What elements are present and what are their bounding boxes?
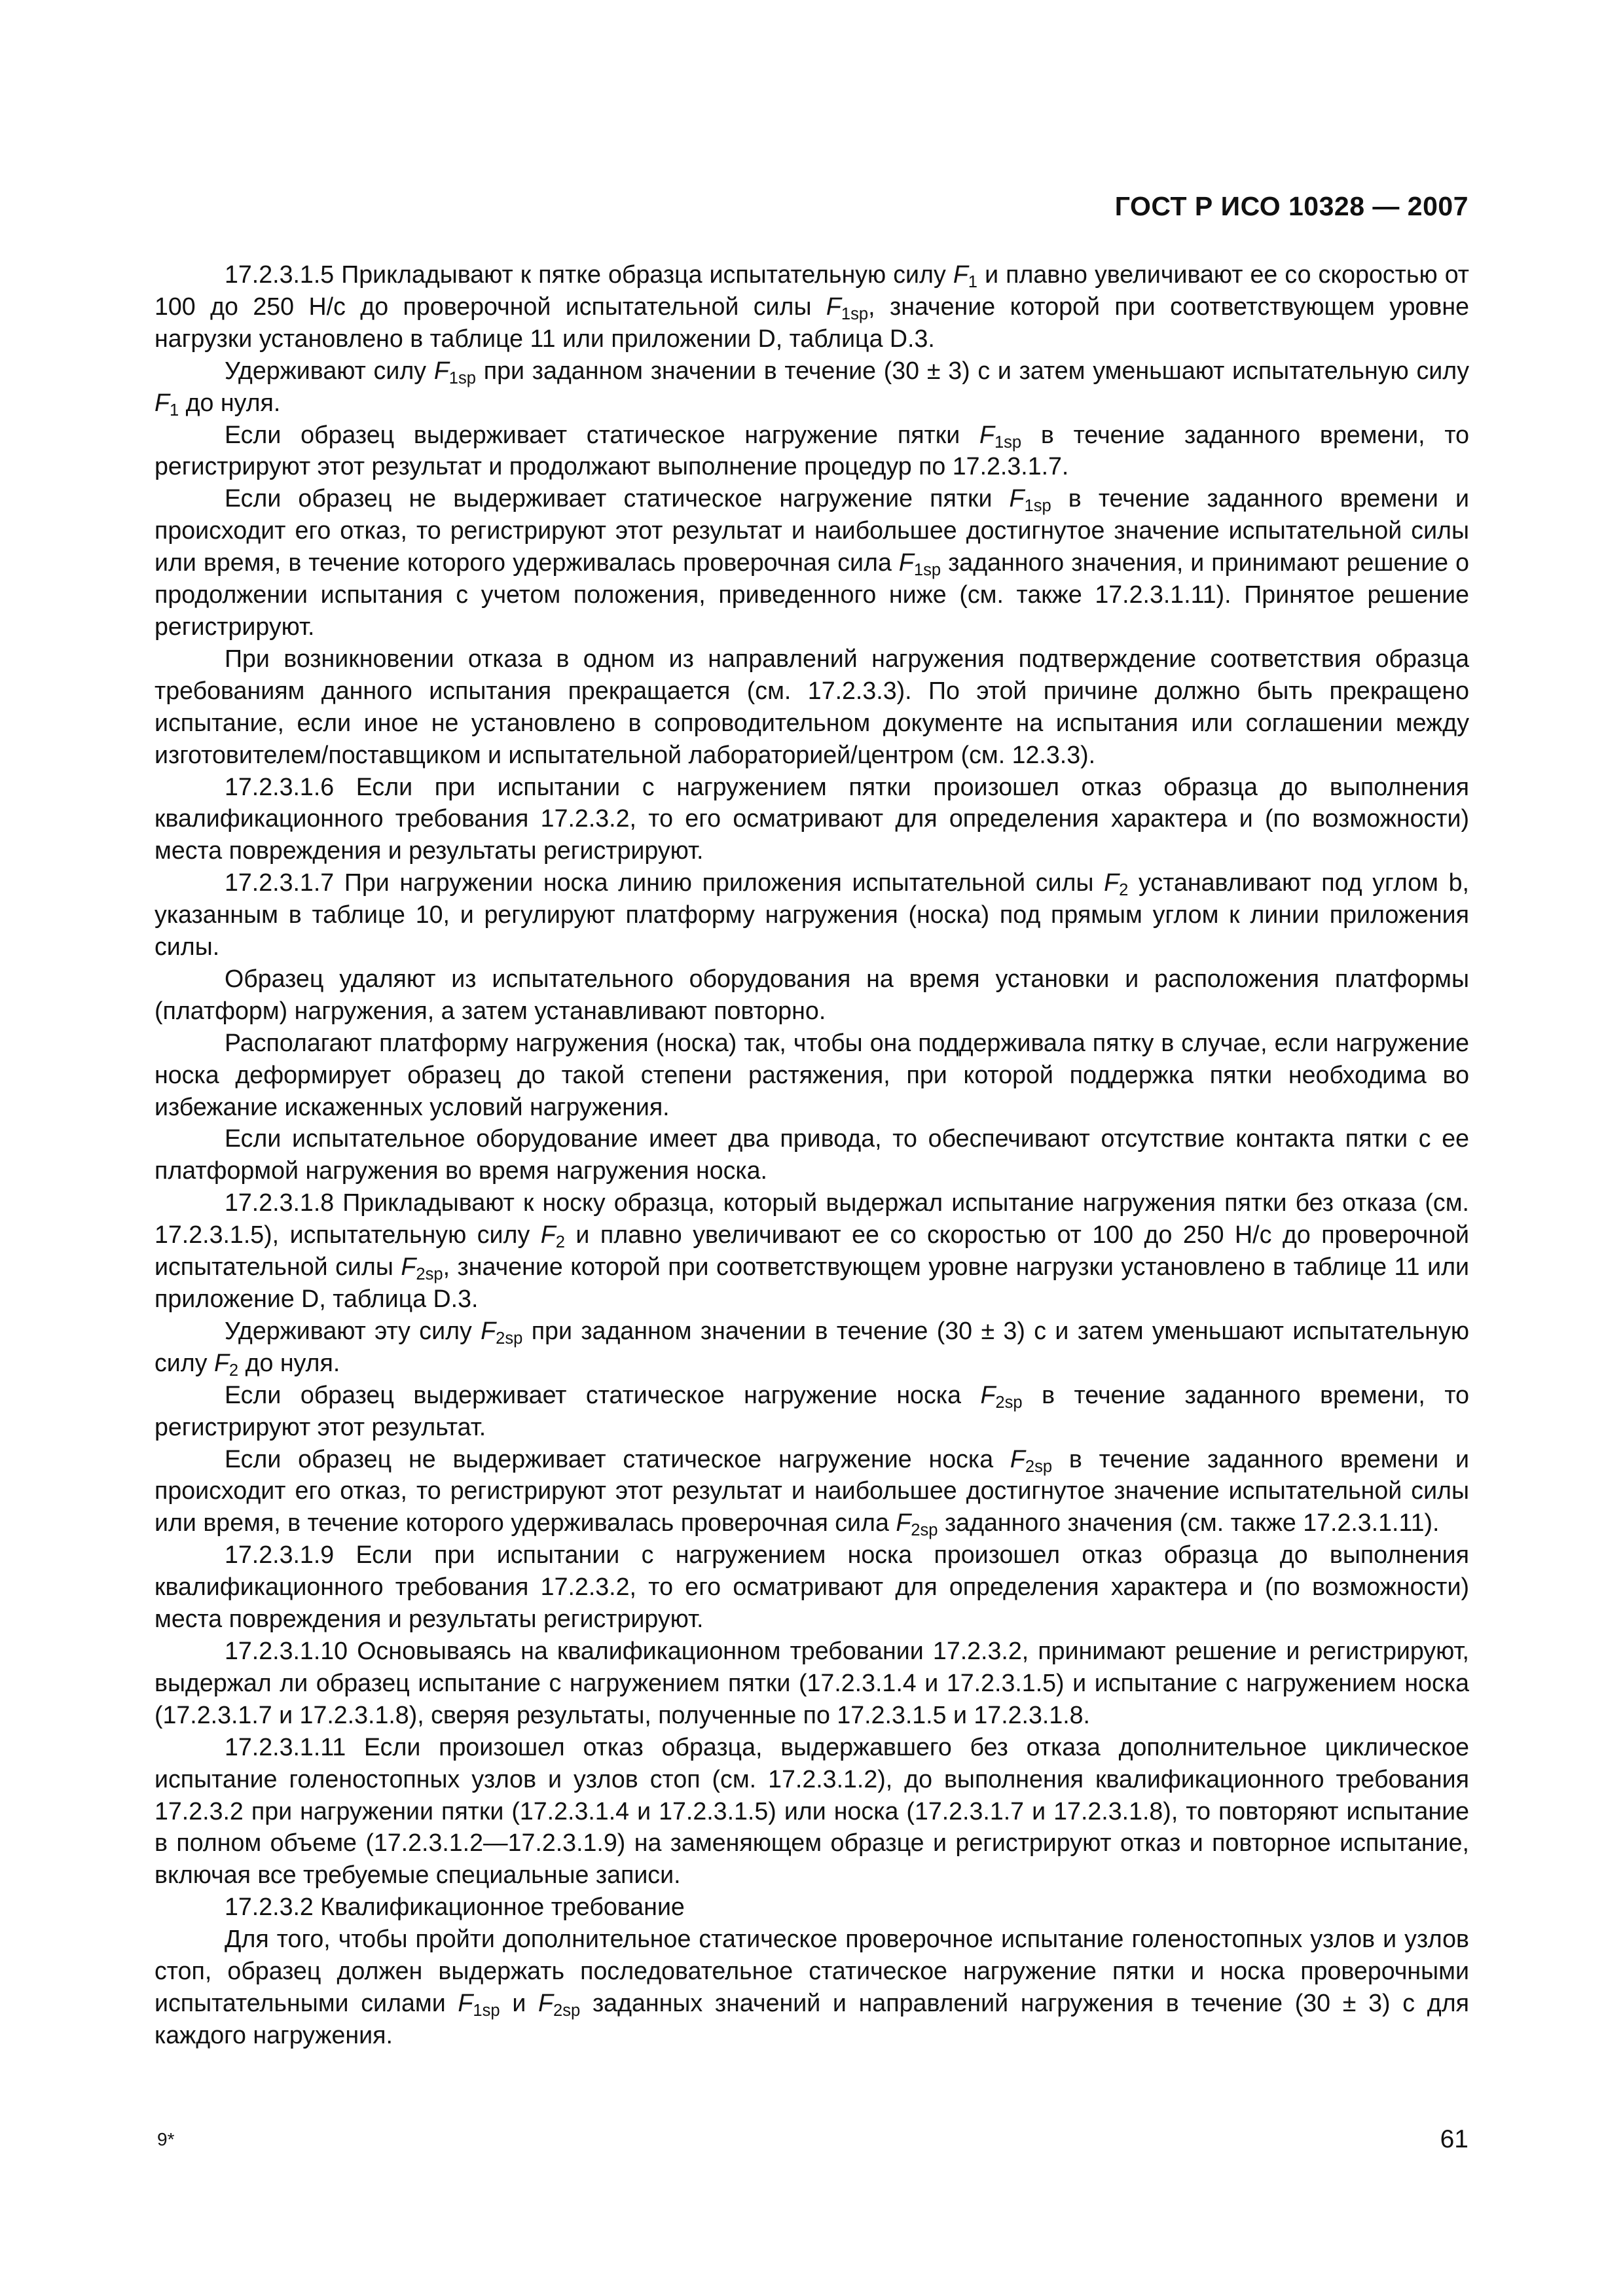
force-symbol: F [1010,1444,1025,1473]
paragraph [155,259,1469,355]
text-run: 17.2.3.2 Квалификационное требование [225,1893,685,1921]
force-subscript: 2 [1119,881,1129,900]
paragraph [155,1635,1469,1731]
force-subscript: 2 [555,1233,565,1252]
paragraph [155,355,1469,419]
text-run: заданного значения (см. также 17.2.3.1.11). [938,1509,1440,1537]
sheet-mark: 9* [157,2129,175,2149]
text-run: 17.2.3.1.7 При нагружении носка линию приложения испытательной силы [225,869,1104,897]
text-run: заданных значений и направлений нагружения в течение (30 ± 3) с для каждого нагружения. [155,1988,1469,2049]
force-symbol: F [481,1316,496,1344]
text-run: , значение которой при соответствующем уровне нагрузки установлено в таблице 11 или приложении D, таблица D.3. [155,292,1469,352]
text-run: Если образец не выдерживает статическое нагружение пятки [225,484,1010,512]
paragraph [155,419,1469,483]
force-subscript: 1sp [473,2001,500,2020]
text-run: , значение которой при соответствующем уровне нагрузки установлено в таблице 11 или приложение D, таблица D.3. [155,1253,1470,1312]
document-header-code: ГОСТ Р ИСО 10328 — 2007 [1114,191,1468,221]
paragraph [155,1731,1469,1892]
text-run: 17.2.3.1.5 Прикладывают к пятке образца испытательную силу [225,260,953,288]
paragraph [155,1379,1469,1443]
paragraph [155,771,1469,867]
text-run: и плавно увеличивают ее со скоростью от 100 до 250 Н/с до проверочной испытательной силы [155,260,1469,320]
force-symbol: F [540,1221,556,1249]
text-run: 17.2.3.1.11 Если произошел отказ образца, выдержавшего без отказа дополнительное циклическое испытание голеностопных узлов и узлов стоп (см. 17.2.3.1.2), до выполнения квалификационного требования 17.2.3.2 при нагружении пятки (17.2.3.1.4 и 17.2.3.1.5) или носка (17.2.3.1.7 и 17.2.3.1.8), то повторяют испытание в полном объеме (17.2.3.1.2—17.2.3.1.9) на заменяющем образце и регистрируют отказ и повторное испытание, включая все требуемые специальные записи. [155,1732,1469,1889]
force-subscript: 2 [228,1361,239,1380]
text-run: Для того, чтобы пройти дополнительное статическое проверочное испытание голеностопных узлов и узлов стоп, образец должен выдержать последовательное статическое нагружение пятки и носка проверочными испытательными силами [155,1925,1469,2017]
text-run: при заданном значении в течение (30 ± 3) с и затем уменьшают испытательную силу [155,1316,1469,1376]
text-run: Если образец не выдерживает статическое нагружение носка [225,1444,1010,1473]
text-run: и [500,1988,539,2017]
force-symbol: F [898,548,914,577]
text-run: Если образец выдерживает статическое нагружение носка [225,1380,981,1408]
text-run: при заданном значении в течение (30 ± 3) с и затем уменьшают испытательную силу [475,356,1469,384]
paragraph [155,1539,1469,1635]
force-subscript: 2sp [496,1329,523,1348]
text-run: При возникновении отказа в одном из направлений нагружения подтверждение соответствия образца требованиям данного испытания прекращается (см. 17.2.3.3). По этой причине должно быть прекращено испытание, если иное не установлено в сопроводительном документе на испытания или соглашении между изготовителем/поставщиком и испытательной лабораторией/центром (см. 12.3.3). [155,644,1469,768]
force-subscript: 1sp [448,368,476,387]
paragraph [155,1891,1469,1923]
force-symbol: F [953,260,968,288]
text-run: в течение заданного времени и происходит его отказ, то регистрируют этот результат и наибольшее достигнутое значение испытательной силы или время, в течение которого удерживалась проверочная сила [155,1444,1469,1537]
force-subscript: 1sp [1024,497,1051,516]
text-run: 17.2.3.1.6 Если при испытании с нагружением пятки произошел отказ образца до выполнения квалификационного требования 17.2.3.2, то его осматривают для определения характера и (по возможности) места повреждения и результаты регистрируют. [155,772,1469,865]
text-run: в течение заданного времени, то регистрируют этот результат. [155,1380,1470,1441]
text-run: 17.2.3.1.9 Если при испытании с нагружением носка произошел отказ образца до выполнения квалификационного требования 17.2.3.2, то его осматривают для определения характера и (по возможности) места повреждения и результаты регистрируют. [155,1541,1469,1633]
force-symbol: F [458,1988,473,2017]
force-subscript: 1 [169,401,179,420]
text-run: Если испытательное оборудование имеет два привода, то обеспечивают отсутствие контакта пятки с ее платформой нагружения во время нагружения носка. [155,1124,1469,1185]
text-run: до нуля. [179,388,281,416]
paragraph [155,963,1469,1027]
force-symbol: F [1104,869,1120,897]
text-run: Удерживают эту силу [225,1316,481,1344]
force-subscript: 2sp [911,1521,938,1540]
paragraph [155,1187,1469,1315]
page-number: 61 [1440,2125,1468,2153]
text-run: Если образец выдерживает статическое нагружение пятки [225,420,979,448]
force-subscript: 1 [968,273,978,292]
paragraph [155,1122,1469,1187]
force-symbol: F [896,1509,911,1537]
paragraph [155,1443,1469,1539]
text-run: 17.2.3.1.10 Основываясь на квалификационном требовании 17.2.3.2, принимают решение и регистрируют, выдержал ли образец испытание с нагружением пятки (17.2.3.1.4 и 17.2.3.1.5) и испытание с нагружением носка (17.2.3.1.7 и 17.2.3.1.8), сверяя результаты, полученные по 17.2.3.1.5 и 17.2.3.1.8. [155,1636,1469,1729]
force-subscript: 2sp [553,2001,581,2020]
force-symbol: F [401,1253,416,1281]
force-symbol: F [538,1988,554,2017]
text-run: 17.2.3.1.8 Прикладывают к носку образца, который выдержал испытание нагружения пятки без отказа (см. 17.2.3.1.5), испытательную силу [155,1189,1469,1249]
force-subscript: 2sp [1025,1457,1053,1476]
text-run: Располагают платформу нагружения (носка) так, чтобы она поддерживала пятку в случае, если нагружение носка деформирует образец до такой степени растяжения, при которой поддержка пятки необходима во избежание искаженных условий нагружения. [155,1028,1469,1121]
paragraph [155,1923,1469,2051]
text-run: в течение заданного времени, то регистрируют этот результат и продолжают выполнение процедур по 17.2.3.1.7. [155,420,1470,480]
paragraph [155,643,1469,771]
force-symbol: F [980,1380,996,1408]
text-run: в течение заданного времени и происходит его отказ, то регистрируют этот результат и наибольшее достигнутое значение испытательной силы или время, в течение которого удерживалась проверочная сила [155,484,1469,577]
force-symbol: F [979,420,994,448]
paragraph [155,867,1469,963]
force-symbol: F [1009,484,1025,512]
force-subscript: 2sp [416,1265,443,1284]
force-symbol: F [213,1348,229,1376]
force-subscript: 2sp [995,1393,1023,1412]
document-body [155,259,1469,2051]
force-symbol: F [155,388,170,416]
force-subscript: 1sp [841,305,869,324]
text-run: Удерживают силу [225,356,434,384]
paragraph [155,1027,1469,1123]
text-run: и плавно увеличивают ее со скоростью от 100 до 250 Н/с до проверочной испытательной силы [155,1221,1469,1281]
text-run: заданного значения, и принимают решение о продолжении испытания с учетом положения, приведенного ниже (см. также 17.2.3.1.11). Принятое решение регистрируют. [155,548,1469,640]
text-run: до нуля. [238,1348,340,1376]
force-subscript: 1sp [994,433,1022,452]
force-symbol: F [433,356,449,384]
force-symbol: F [826,292,841,320]
force-subscript: 1sp [913,561,941,580]
paragraph [155,482,1469,643]
text-run: устанавливают под углом b, указанным в таблице 10, и регулируют платформу нагружения (носка) под прямым углом к линии приложения силы. [155,869,1469,961]
paragraph [155,1315,1469,1379]
text-run: Образец удаляют из испытательного оборудования на время установки и расположения платформы (платформ) нагружения, а затем устанавливают повторно. [155,964,1469,1024]
